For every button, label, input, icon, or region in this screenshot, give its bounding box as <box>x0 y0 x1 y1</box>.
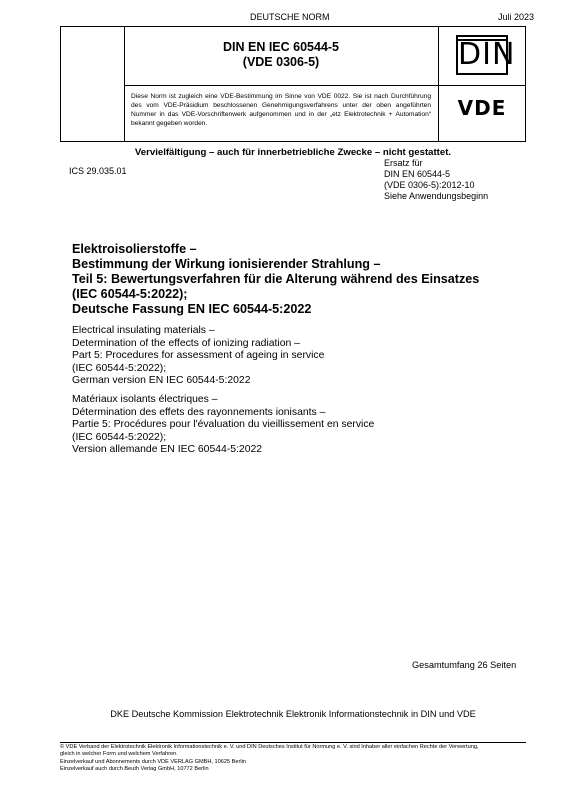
footer-line-1: © VDE Verband der Elektrotechnik Elektronik Informationstechnik e. V. und DIN Deutsches Institut für Normung e. V. sind Inhaber aller einfachen Rechte der Verwertung, <box>60 744 479 750</box>
title-en-line-5: German version EN IEC 60544-5:2022 <box>72 375 251 387</box>
title-de-line-5: Deutsche Fassung EN IEC 60544-5:2022 <box>72 302 312 316</box>
replacement-block <box>384 158 488 202</box>
footer-rule <box>60 742 526 743</box>
footer-copyright <box>60 744 526 774</box>
title-fr-line-2: Détermination des effets des rayonnements ionisants – <box>72 406 326 418</box>
vde-note: Diese Norm ist zugleich eine VDE-Bestimmung im Sinne von VDE 0022. Sie ist nach Durchführung des vom VDE-Präsidium beschlossenen Genehmigungsverfahrens unter der oben angeführten Nummer in das VDE-Vorschriftenwerk aufgenommen und in der „etz Elektrotechnik + Automation“ bekannt gegeben worden. <box>131 93 431 127</box>
dke-line: DKE Deutsche Kommission Elektrotechnik Elektronik Informationstechnik in DIN und VDE <box>110 709 476 719</box>
divider-right <box>438 26 439 142</box>
footer-line-4: Einzelverkauf auch durch Beuth Verlag GmbH, 10772 Berlin <box>60 766 209 773</box>
footer-line-2: gleich in welcher Form und welchem Verfahren. <box>60 751 178 758</box>
replacement-line-3: (VDE 0306-5):2012-10 <box>384 180 475 190</box>
title-french <box>72 394 522 457</box>
ics-code: ICS 29.035.01 <box>69 166 127 176</box>
title-fr-line-5: Version allemande EN IEC 60544-5:2022 <box>72 444 263 456</box>
title-fr-line-1: Matériaux isolants électriques – <box>72 394 218 405</box>
title-en-line-2: Determination of the effects of ionizing radiation – <box>72 337 300 349</box>
title-de-line-1: Elektroisolierstoffe – <box>72 242 197 256</box>
issue-date: Juli 2023 <box>498 12 535 22</box>
title-german <box>72 242 522 317</box>
standard-number: DIN EN IEC 60544-5 <box>222 40 340 54</box>
vde-number: (VDE 0306-5) <box>242 55 320 69</box>
replacement-line-4: Siehe Anwendungsbeginn <box>384 191 489 201</box>
footer-line-3: Einzelverkauf und Abonnements durch VDE VERLAG GMBH, 10625 Berlin <box>60 758 246 765</box>
norm-label: DEUTSCHE NORM <box>250 12 330 22</box>
title-fr-line-4: (IEC 60544-5:2022); <box>72 431 167 443</box>
title-en-line-1: Electrical insulating materials – <box>72 325 215 336</box>
title-fr-line-3: Partie 5: Procédures pour l'évaluation du vieillissement en service <box>72 419 375 431</box>
title-de-line-2: Bestimmung der Wirkung ionisierender Strahlung – <box>72 257 381 271</box>
din-logo <box>456 35 516 75</box>
title-english <box>72 325 522 388</box>
title-de-line-4: (IEC 60544-5:2022); <box>72 287 188 301</box>
title-en-line-4: (IEC 60544-5:2022); <box>72 362 167 374</box>
replacement-line-1: Ersatz für <box>384 158 423 168</box>
replacement-line-2: DIN EN 60544-5 <box>384 169 451 179</box>
din-logo-text: DIN <box>458 37 516 72</box>
total-pages: Gesamtumfang 26 Seiten <box>412 660 517 670</box>
divider-mid <box>124 85 526 86</box>
title-de-line-3: Teil 5: Bewertungsverfahren für die Alterung während des Einsatzes <box>72 272 480 286</box>
vde-logo: VDE <box>457 96 507 120</box>
copy-notice: Vervielfältigung – auch für innerbetriebliche Zwecke – nicht gestattet. <box>134 147 452 158</box>
title-en-line-3: Part 5: Procedures for assessment of ageing in service <box>72 350 325 362</box>
